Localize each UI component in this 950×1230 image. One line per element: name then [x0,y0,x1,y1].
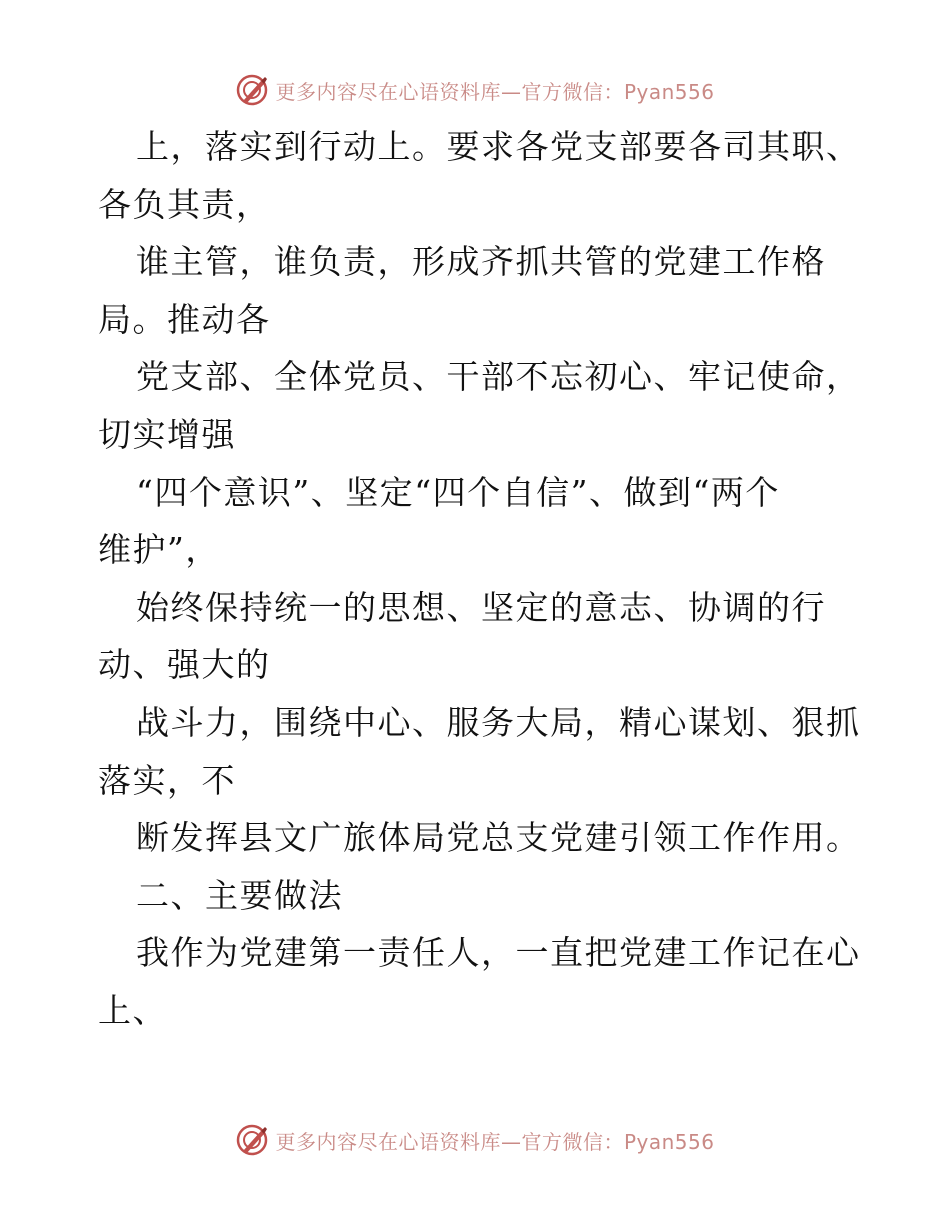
text-line: 切实增强 [98,414,236,454]
text-line: 我作为党建第一责任人，一直把党建工作记在心 [136,933,861,973]
header-watermark [0,70,950,110]
text-line: 二、主要做法 [136,875,343,915]
text-line: 各负其责， [98,184,271,224]
text-line: 局。推动各 [98,299,271,339]
text-line: 上、 [98,990,167,1030]
text-line: 落实，不 [98,760,236,800]
text-line: 断发挥县文广旅体局党总支党建引领工作作用。 [136,818,861,858]
text-line: 谁主管，谁负责，形成齐抓共管的党建工作格 [136,242,826,282]
pen-logo-icon [235,1123,269,1157]
text-line: 维护”， [98,530,220,570]
watermark-text: 更多内容尽在心语资料库—官方微信：Pyan556 [275,1129,715,1154]
watermark-text: 更多内容尽在心语资料库—官方微信：Pyan556 [275,79,715,104]
text-line: 战斗力，围绕中心、服务大局，精心谋划、狠抓 [136,702,861,742]
document-body [98,118,861,1040]
text-line: 上，落实到行动上。要求各党支部要各司其职、 [136,127,861,166]
text-line: 始终保持统一的思想、坚定的意志、协调的行 [136,587,826,627]
text-line: 党支部、全体党员、干部不忘初心、牢记使命， [136,357,861,397]
text-line: “四个意识”、坚定“四个自信”、做到“两个 [136,472,780,512]
pen-logo-icon [235,73,269,107]
text-line: 动、强大的 [98,645,271,685]
footer-watermark [0,1120,950,1160]
